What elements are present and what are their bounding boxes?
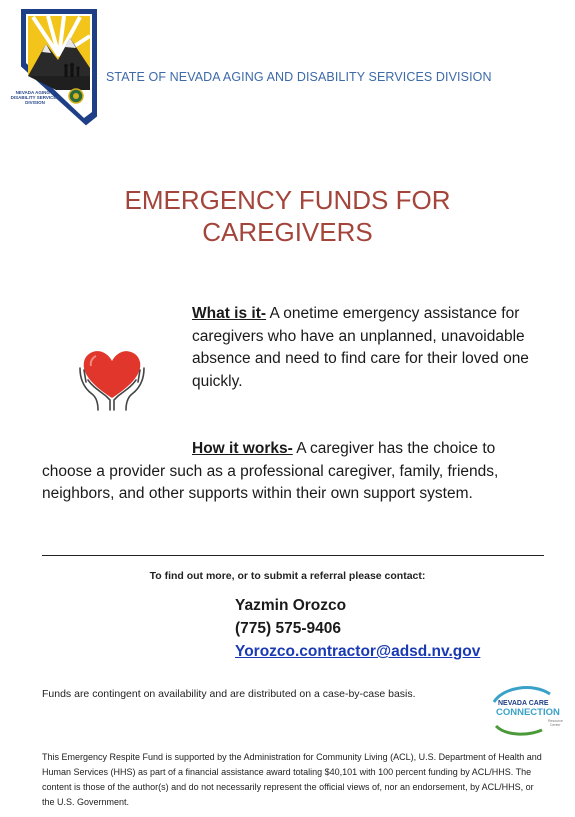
how-it-works-paragraph (42, 438, 542, 506)
contact-block (235, 594, 480, 663)
section-divider (42, 555, 544, 556)
funds-availability-note: Funds are contingent on availability and are distributed on a case-by-case basis. (42, 688, 416, 700)
title-line-1: EMERGENCY FUNDS FOR (124, 185, 451, 215)
page-title (0, 184, 575, 248)
nevada-care-connection-logo-icon (488, 684, 570, 736)
logo-caption: NEVADA AGING & DISABILITY SERVICES DIVISION (10, 90, 60, 105)
contact-name: Yazmin Orozco (235, 597, 347, 614)
ncc-logo-line-4: Center (550, 723, 561, 727)
what-is-it-label: What is it- (192, 305, 267, 322)
contact-email-link[interactable]: Yorozco.contractor@adsd.nv.gov (235, 643, 481, 660)
how-it-works-text: A caregiver has the choice to choose a provider such as a professional caregiver, family, friends, neighbors, and other supports within their own support system. (42, 440, 499, 502)
contact-intro: To find out more, or to submit a referral please contact: (149, 570, 426, 582)
ncc-logo-line-1: NEVADA CARE (498, 700, 549, 707)
nevada-adsd-logo-icon (18, 8, 100, 126)
what-is-it-text: A onetime emergency assistance for caregivers who have an unplanned, unavoidable absence and need to find care for their loved one quickly. (192, 305, 529, 390)
what-is-it-paragraph (192, 303, 542, 393)
agency-name: STATE OF NEVADA AGING AND DISABILITY SERVICES DIVISION (106, 70, 492, 84)
how-it-works-label: How it works- (192, 440, 293, 457)
ncc-logo-line-2: CONNECTION (496, 707, 560, 718)
heart-hands-icon (76, 340, 148, 414)
title-line-2: CAREGIVERS (202, 217, 373, 247)
ncc-logo-line-3: Resource (548, 719, 563, 723)
funding-disclaimer: This Emergency Respite Fund is supported by the Administration for Community Living (ACL), U.S. Department of Health and Human Services (HHS) as part of a financial assistance award totaling $40,101 with 100 percent funding by ACL/HHS. The content is those of the author(s) and do not necessarily represent the official views of, nor an endorsement, by ACL/HHS, or the U.S. Government. (42, 752, 542, 807)
contact-phone: (775) 575-9406 (235, 620, 341, 637)
